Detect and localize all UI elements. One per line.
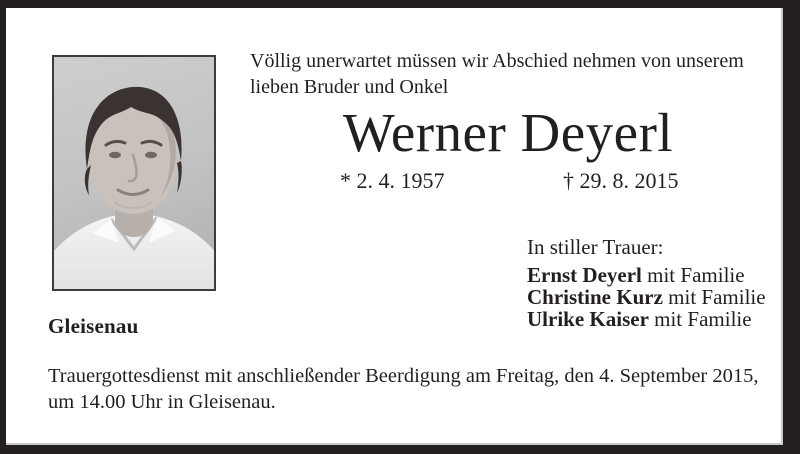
birth-date: * 2. 4. 1957 [340,168,445,193]
portrait-photo [52,55,216,291]
deceased-name: Werner Deyerl [342,102,674,163]
mourner-suffix: mit Familie [641,263,745,287]
mourner-suffix: mit Familie [662,285,766,309]
mourner-row [527,308,777,330]
mourner-name: Christine Kurz [527,285,663,309]
funeral-line-1: Trauergottesdienst mit anschließender Beerdigung am Freitag, den 4. September 2015, [48,365,759,387]
mourner-name: Ulrike Kaiser [527,307,649,331]
mourning-section [527,235,777,330]
portrait-illustration [54,57,214,289]
mourner-suffix: mit Familie [648,307,752,331]
funeral-line-2: um 14.00 Uhr in Gleisenau. [48,391,276,413]
death-date: † 29. 8. 2015 [563,168,679,193]
mourner-row [527,264,777,286]
mourning-header: In stiller Trauer: [527,235,664,259]
mourners-list [527,264,777,330]
intro-text: Völlig unerwartet müssen wir Abschied nehmen von unserem lieben Bruder und Onkel [250,50,744,98]
mourner-name: Ernst Deyerl [527,263,642,287]
obituary-card [6,8,783,445]
funeral-info [48,363,764,415]
mourner-row [527,286,777,308]
place-label: Gleisenau [48,314,139,338]
